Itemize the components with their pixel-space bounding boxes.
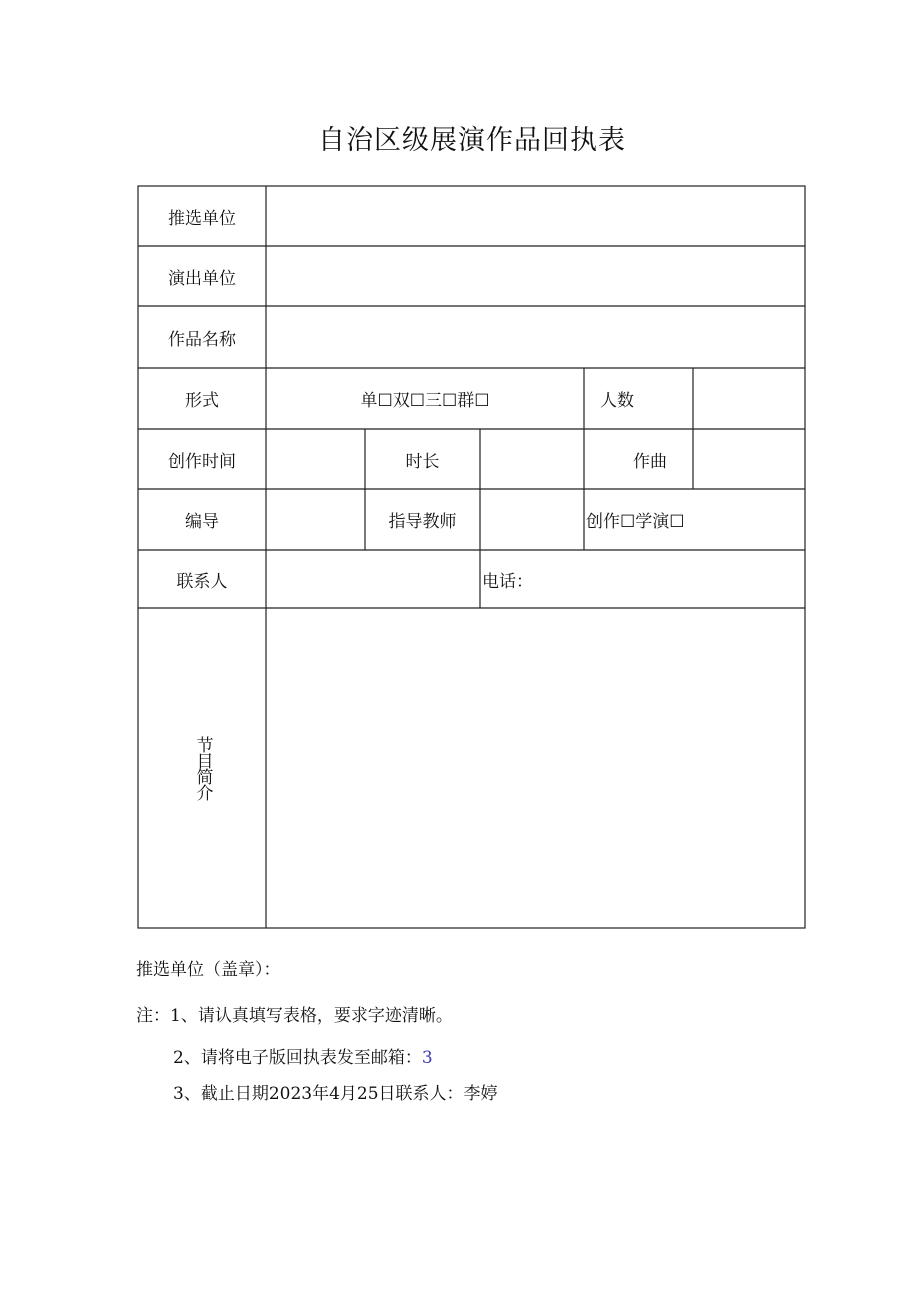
recommend-unit-field[interactable] [266,186,805,246]
program-intro-label: 节目简介 [192,736,213,800]
seal-line: 推选单位（盖章）： [136,960,281,980]
choreographer-label: 编导 [185,512,219,532]
composer-label: 作曲 [633,451,667,472]
perform-unit-field[interactable] [266,246,805,306]
email-address[interactable]: 3 [421,1048,433,1068]
form-type-label: 形式 [185,391,219,411]
composer-field[interactable] [693,429,805,489]
contact-label: 联系人 [176,571,228,592]
work-name-field[interactable] [266,306,805,368]
recommend-unit-label: 推选单位 [168,208,236,229]
people-count-field[interactable] [693,368,805,429]
program-intro-field[interactable] [266,608,805,928]
choreographer-field[interactable] [266,489,365,550]
creation-time-label: 创作时间 [168,451,236,472]
note-2 [173,1043,433,1068]
creation-time-field[interactable] [266,429,365,489]
form-title: 自治区级展演作品回执表 [318,125,626,156]
instructor-field[interactable] [480,489,584,550]
contact-field[interactable] [266,550,480,608]
duration-field[interactable] [480,429,584,489]
people-count-label: 人数 [600,391,634,411]
note-3: 3、截止日期2023年4月25日联系人：李婷 [173,1084,498,1104]
work-name-label: 作品名称 [168,329,236,350]
instructor-label: 指导教师 [388,512,457,532]
note-2-text: 2、请将电子版回执表发至邮箱： [173,1048,422,1068]
duration-label: 时长 [405,451,440,472]
creation-type-options[interactable]: 创作☐学演☐ [586,512,685,532]
form-type-options[interactable]: 单☐双☐三☐群☐ [360,391,490,411]
perform-unit-label: 演出单位 [168,268,236,289]
phone-field[interactable]: 电话： [482,571,533,592]
note-1: 注：1、请认真填写表格，要求字迹清晰。 [136,1006,453,1026]
